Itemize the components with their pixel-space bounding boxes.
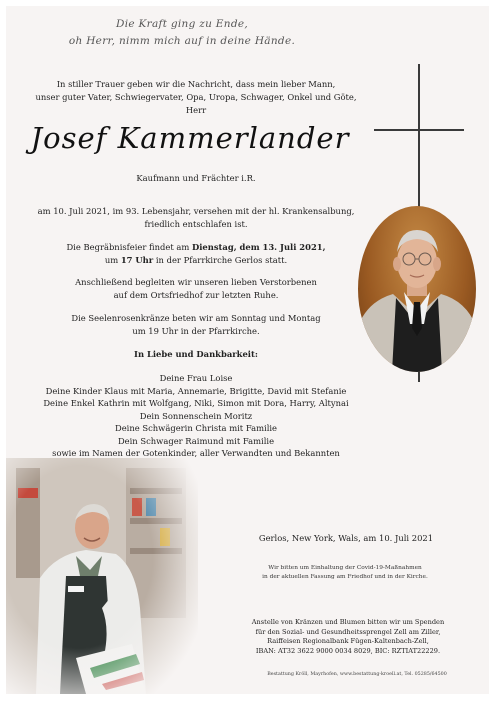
mourner-line: Deine Frau Loise [159,373,233,383]
store-photo-illustration [6,458,198,694]
motto-verse [6,16,358,50]
mourner-line: Deine Schwägerin Christa mit Familie [114,423,278,433]
mourners-heading: In Liebe und Dankbarkeit: [134,349,258,359]
mourner-line: Deine Enkel Kathrin mit Wolfgang, Niki, Simon mit Dora, Harry, Altynai [43,398,349,408]
burial-notice [26,276,366,301]
funeral-prefix: Die Begräbnisfeier findet am [66,242,192,252]
funeral-line2-rest: in der Pfarrkirche Gerlos statt. [153,254,288,265]
mourners-list [26,372,366,460]
intro-line-2: unser guter Vater, Schwiegervater, Opa, Uropa, Schwager, Onkel und Göte, Herr [35,92,357,115]
mourner-line: Dein Sonnenschein Moritz [139,410,253,421]
donation-line-1: Anstelle von Kränzen und Blumen bitten wir um Spenden [251,618,445,626]
rosary-line-1: Die Seelenrosenkränze beten wir am Sonntag und Montag [71,313,321,323]
announcement-intro [26,78,366,117]
death-notice [26,205,366,230]
motto-line-1: Die Kraft ging zu Ende, [115,18,249,30]
burial-line-2: auf dem Ortsfriedhof zur letzten Ruhe. [113,289,279,300]
motto-line-2: oh Herr, nimm mich auf in deine Hände. [68,35,296,47]
mourner-line: Deine Kinder Klaus mit Maria, Annemarie, Brigitte, David mit Stefanie [45,385,347,396]
cross-horizontal-bar [374,129,464,131]
portrait-illustration [358,206,476,372]
mourner-line: Dein Schwager Raimund mit Familie [117,435,275,446]
funeral-notice [26,241,366,266]
death-line-2: friedlich entschlafen ist. [144,218,248,229]
funeral-time: 17 Uhr [120,254,154,265]
mourner-line: sowie im Namen der Gotenkinder, aller Verwandten und Bekannten [52,448,340,458]
obituary-card [6,6,489,694]
funeral-line-1 [26,241,366,254]
deceased-portrait-photo [358,206,476,372]
death-line-1: am 10. Juli 2021, im 93. Lebensjahr, versehen mit der hl. Krankensalbung, [37,206,355,216]
rosary-notice [26,312,366,337]
intro-line-1: In stiller Trauer geben wir die Nachricht, dass mein lieber Mann, [56,79,336,89]
deceased-profession: Kaufmann und Frächter i.R. [136,173,256,183]
funeral-line2-prefix: um [104,254,121,265]
donation-line-4: IBAN: AT32 3622 9000 0034 8029, BIC: RZTIAT22229. [255,646,441,655]
funeral-home-footer: Bestattung Kröll, Mayrhofen, www.bestattung-kroell.at, Tel. 05285/64500 [267,672,447,677]
place-and-date: Gerlos, New York, Wals, am 10. Juli 2021 [258,533,434,543]
deceased-store-photo [6,458,198,694]
donation-line-2: für den Sozial- und Gesundheitssprengel Zell am Ziller, [255,627,441,636]
rosary-line-2: um 19 Uhr in der Pfarrkirche. [132,325,260,336]
deceased-name: Josef Kammerlander [30,121,350,155]
donation-line-3: Raiffeisen Regionalbank Fügen-Kaltenbach-Zell, [267,637,429,645]
covid-line-1: Wir bitten um Einhaltung der Covid-19-Maßnahmen [268,565,422,571]
burial-line-1: Anschließend begleiten wir unseren lieben Verstorbenen [75,277,317,287]
covid-line-2: in der aktuellen Fassung am Friedhof und in der Kirche. [262,573,428,580]
covid-note [252,564,438,581]
donation-request [242,618,454,656]
funeral-line-2 [26,254,366,267]
funeral-date: Dienstag, dem 13. Juli 2021, [191,242,326,252]
mourners-heading-block [26,348,366,361]
